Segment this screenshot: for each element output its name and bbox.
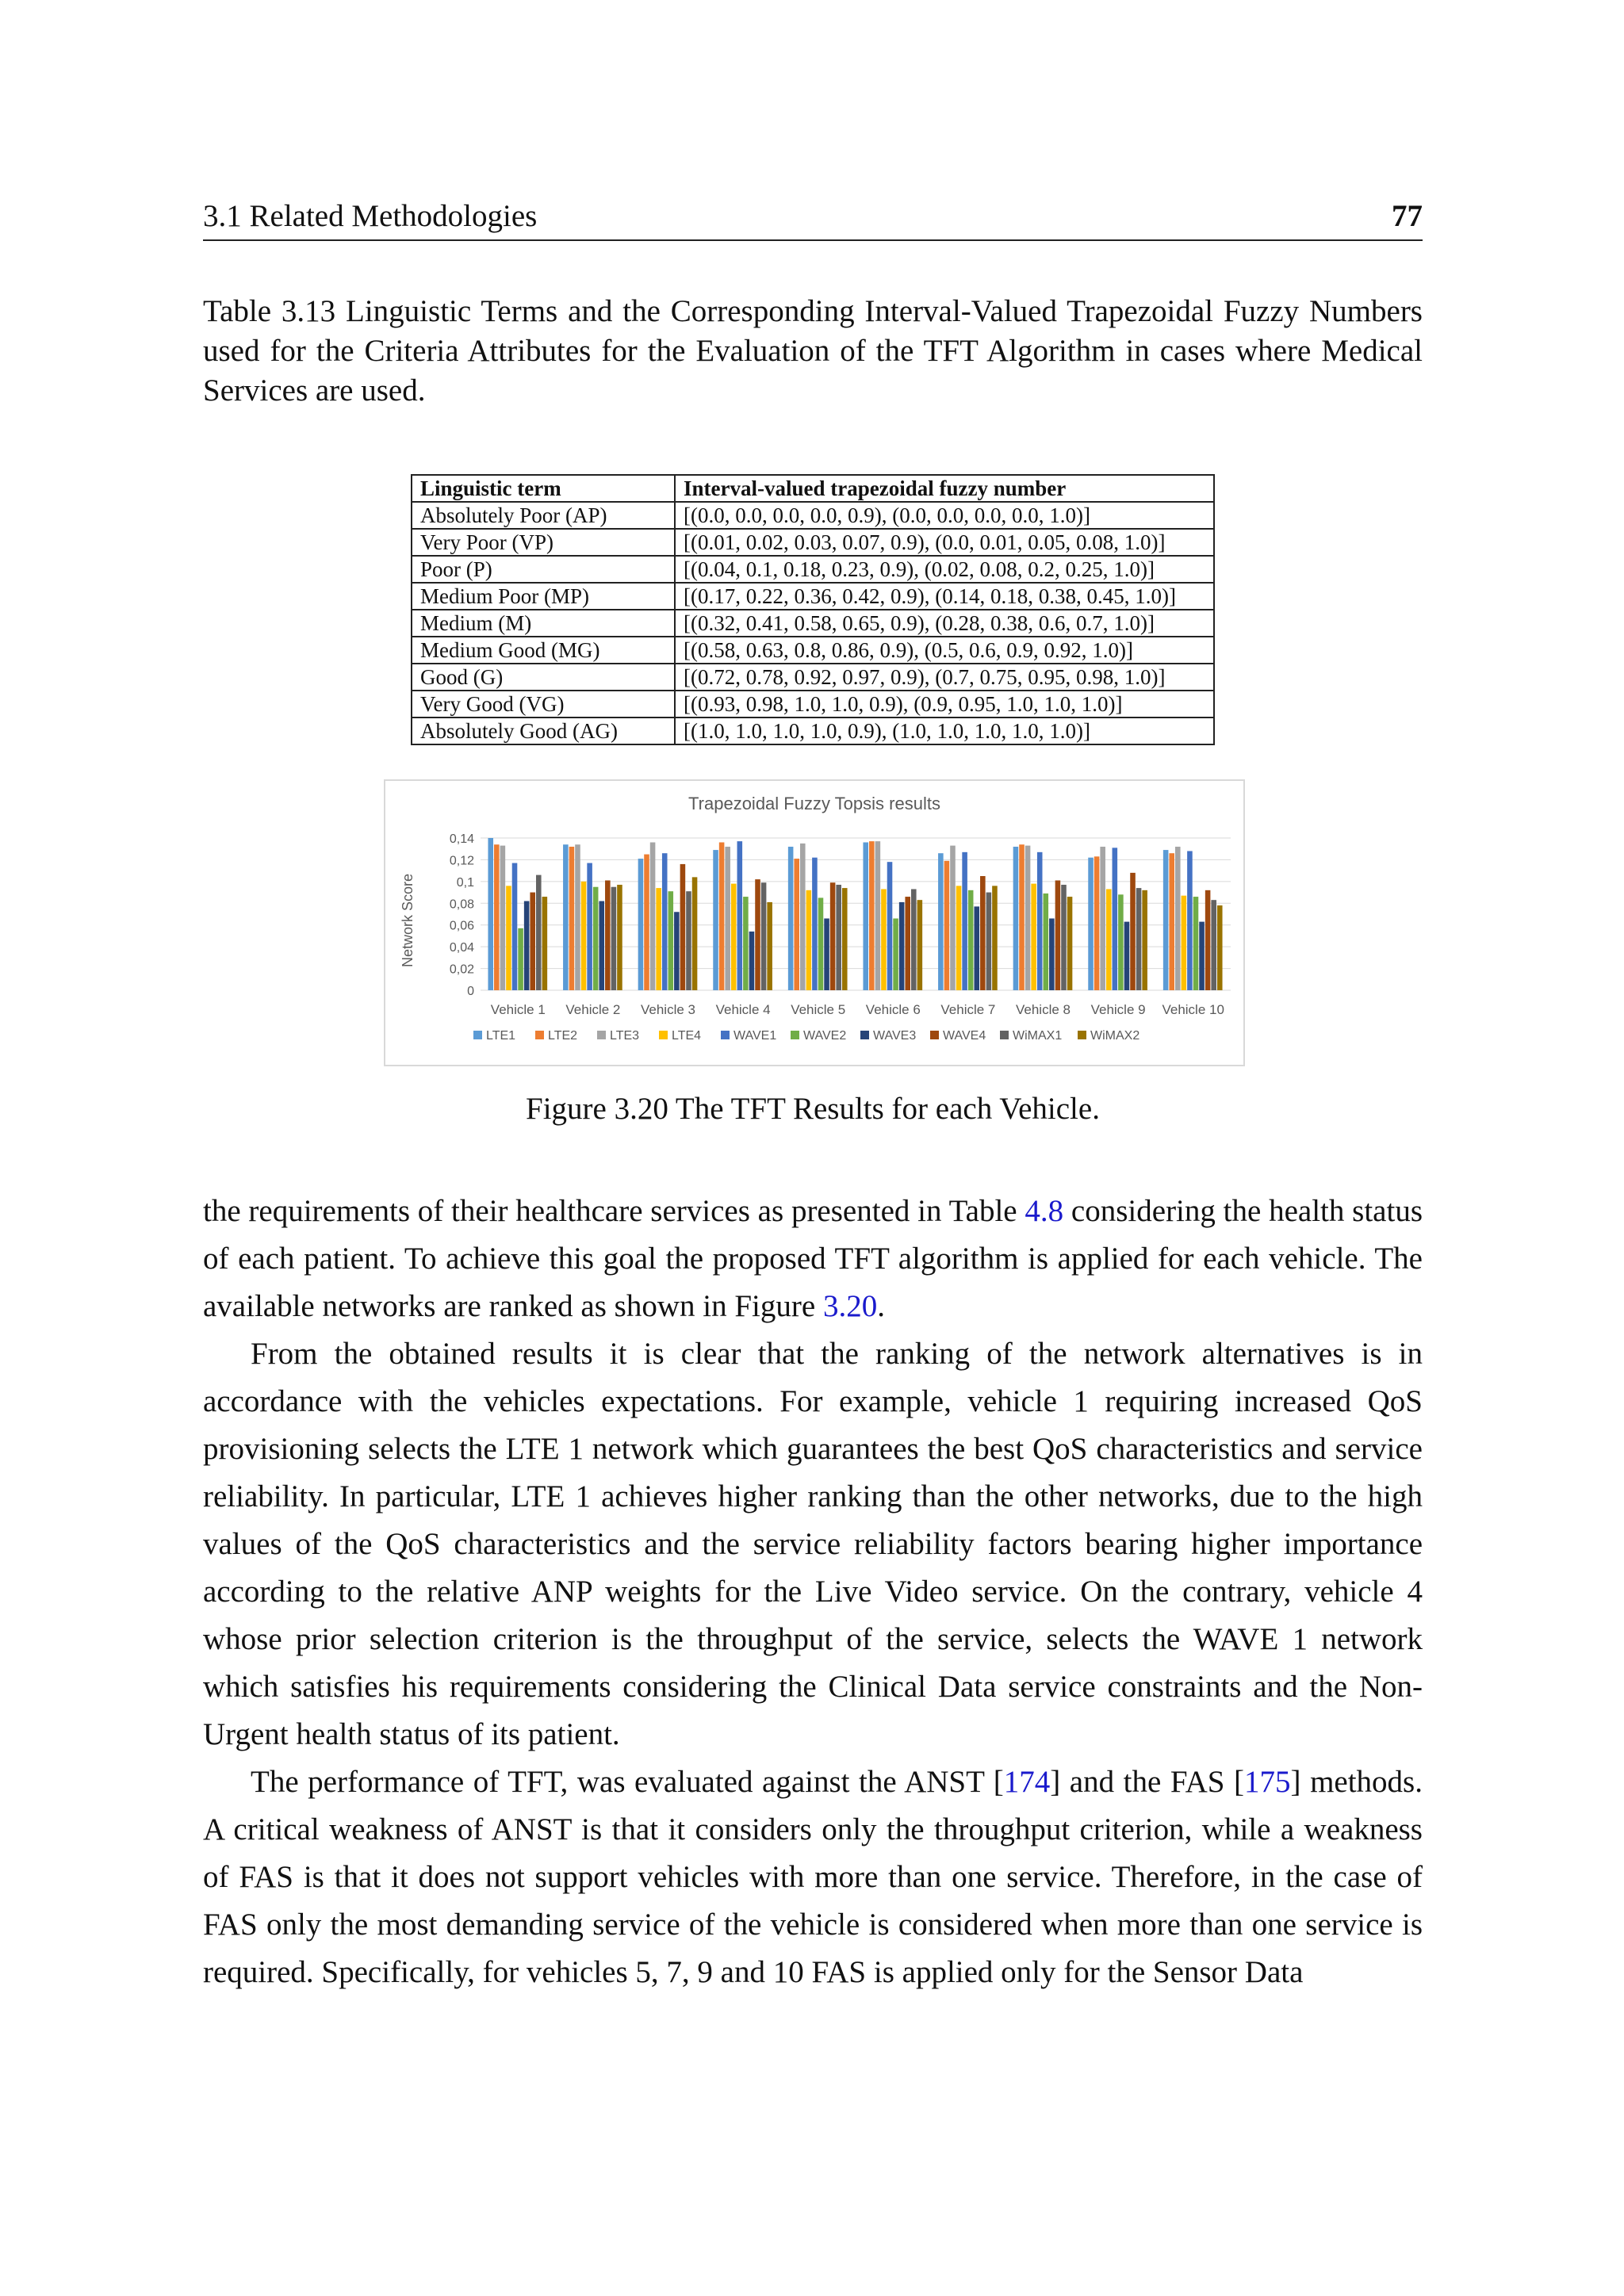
linguistic-term-cell: Absolutely Good (AG)	[412, 718, 675, 744]
text-run: considering the health status of each patient. To achieve this goal the proposed TFT algorithm is applied for each vehicle. The available networks are ranked as shown in Figure	[203, 1194, 1423, 1323]
bar	[680, 864, 686, 990]
paragraph	[203, 1758, 1423, 1996]
legend-swatch	[721, 1031, 730, 1039]
x-tick-label: Vehicle 2	[565, 1002, 621, 1017]
section-title: 3.1 Related Methodologies	[203, 199, 538, 233]
bar-chart-svg	[385, 781, 1243, 1065]
legend-swatch	[930, 1031, 939, 1039]
bar	[1055, 880, 1061, 990]
bar	[830, 882, 836, 990]
running-header	[203, 198, 1423, 241]
chart-title: Trapezoidal Fuzzy Topsis results	[688, 794, 940, 813]
bar	[992, 886, 998, 990]
bar	[950, 846, 956, 990]
x-tick-label: Vehicle 8	[1016, 1002, 1071, 1017]
bar	[1136, 888, 1142, 990]
bar	[563, 844, 569, 990]
linguistic-term-cell: Very Good (VG)	[412, 691, 675, 718]
legend	[473, 1029, 1139, 1043]
bar	[806, 890, 812, 990]
bar	[917, 900, 923, 990]
tft-results-chart	[384, 779, 1245, 1066]
bar	[1163, 850, 1169, 990]
legend-label: WiMAX2	[1090, 1029, 1140, 1043]
legend-label: WAVE1	[733, 1029, 777, 1043]
x-tick-label: Vehicle 10	[1162, 1002, 1224, 1017]
x-tick-label: Vehicle 6	[865, 1002, 921, 1017]
page-number: 77	[1392, 199, 1423, 233]
bar	[656, 888, 661, 990]
linguistic-term-cell: Medium Good (MG)	[412, 637, 675, 664]
bar	[500, 846, 506, 990]
bar	[1025, 846, 1031, 990]
bar	[1199, 922, 1205, 990]
bar	[869, 841, 875, 990]
table-row	[412, 664, 1214, 691]
legend-swatch	[597, 1031, 606, 1039]
bar	[956, 886, 962, 990]
bar	[512, 863, 518, 990]
linguistic-term-cell: Absolutely Poor (AP)	[412, 502, 675, 529]
bar	[536, 875, 542, 990]
bar	[980, 876, 986, 990]
legend-label: LTE3	[610, 1029, 640, 1043]
table-row	[412, 718, 1214, 744]
bar	[668, 891, 674, 990]
bar	[1013, 847, 1019, 990]
bar	[863, 842, 868, 990]
fuzzy-number-cell: [(1.0, 1.0, 1.0, 1.0, 0.9), (1.0, 1.0, 1.0, 1.0, 1.0)]	[675, 718, 1214, 744]
x-tick-label: Vehicle 5	[791, 1002, 846, 1017]
bar	[743, 897, 749, 990]
bar	[719, 842, 725, 990]
linguistic-term-cell: Medium Poor (MP)	[412, 583, 675, 610]
bar	[1019, 844, 1025, 990]
table-row	[412, 556, 1214, 583]
fuzzy-number-cell: [(0.17, 0.22, 0.36, 0.42, 0.9), (0.14, 0.18, 0.38, 0.45, 1.0)]	[675, 583, 1214, 610]
bar	[887, 862, 893, 990]
bar	[1067, 897, 1073, 990]
table-row	[412, 610, 1214, 637]
bar	[1205, 890, 1211, 990]
linguistic-term-cell: Poor (P)	[412, 556, 675, 583]
fuzzy-number-cell: [(0.0, 0.0, 0.0, 0.0, 0.9), (0.0, 0.0, 0.0, 0.0, 1.0)]	[675, 502, 1214, 529]
table-row	[412, 502, 1214, 529]
bar	[605, 880, 611, 990]
y-tick-label: 0,1	[456, 875, 474, 890]
y-tick-label: 0,12	[449, 854, 474, 868]
table-header-row	[412, 475, 1214, 502]
bar	[944, 861, 950, 990]
bar	[755, 879, 760, 990]
table-row	[412, 691, 1214, 718]
bar	[638, 859, 644, 990]
bar	[593, 887, 599, 990]
bar	[893, 918, 898, 990]
legend-label: LTE1	[486, 1029, 516, 1043]
table-caption: Table 3.13 Linguistic Terms and the Corresponding Interval-Valued Trapezoidal Fuzzy Numbers used for the Criteria Attributes for the Evaluation of the TFT Algorithm in cases where Medical Services are used.	[203, 294, 1423, 408]
bar	[749, 932, 755, 990]
bar	[899, 902, 905, 990]
legend-label: WAVE2	[803, 1029, 847, 1043]
bar	[650, 842, 656, 990]
text-run: .	[877, 1289, 885, 1323]
bar	[674, 912, 680, 990]
fuzzy-number-cell: [(0.32, 0.41, 0.58, 0.65, 0.9), (0.28, 0.38, 0.6, 0.7, 1.0)]	[675, 610, 1214, 637]
bar	[1094, 856, 1100, 990]
table-reference-link[interactable]: 4.8	[1025, 1194, 1064, 1228]
bar	[587, 863, 592, 990]
bar	[1169, 853, 1174, 990]
bar	[569, 847, 575, 990]
bar	[875, 841, 881, 990]
legend-label: WAVE4	[943, 1029, 986, 1043]
bar	[1113, 848, 1118, 990]
linguistic-term-cell: Very Poor (VP)	[412, 529, 675, 556]
x-tick-label: Vehicle 9	[1090, 1002, 1146, 1017]
bar	[761, 882, 767, 990]
column-header: Interval-valued trapezoidal fuzzy number	[675, 475, 1214, 502]
bar	[911, 889, 917, 990]
legend-label: WiMAX1	[1013, 1029, 1063, 1043]
bar	[662, 853, 668, 990]
x-tick-label: Vehicle 4	[715, 1002, 771, 1017]
legend-swatch	[535, 1031, 544, 1039]
bar	[524, 901, 530, 990]
linguistic-terms-table	[411, 474, 1215, 745]
bar	[842, 888, 848, 990]
bar	[800, 844, 806, 990]
bar	[542, 897, 548, 990]
figure-caption: Figure 3.20 The TFT Results for each Vehicle.	[526, 1092, 1100, 1126]
legend-swatch	[473, 1031, 482, 1039]
linguistic-term-cell: Medium (M)	[412, 610, 675, 637]
y-tick-label: 0	[467, 985, 474, 998]
bar	[599, 901, 604, 990]
bar	[692, 877, 698, 990]
bar	[617, 885, 622, 990]
legend-label: WAVE3	[873, 1029, 917, 1043]
bar	[488, 838, 493, 990]
text-run: ] methods. A critical weakness of ANST is that it considers only the throughput criterion, while a weakness of FAS is that it does not support vehicles with more than one service. Therefore, in the case of FAS only the most demanding service of the vehicle is considered when more than one service is required. Specifically, for vehicles 5, 7, 9 and 10 FAS is applied only for the Sensor Data	[203, 1765, 1423, 1989]
column-header: Linguistic term	[412, 475, 675, 502]
bar	[968, 890, 974, 990]
legend-swatch	[791, 1031, 799, 1039]
figure-reference-link[interactable]: 3.20	[822, 1289, 878, 1323]
bar	[1118, 894, 1124, 990]
bar	[518, 928, 523, 990]
bar	[725, 847, 730, 990]
legend-label: LTE2	[548, 1029, 578, 1043]
bar	[737, 841, 743, 990]
fuzzy-number-cell: [(0.01, 0.02, 0.03, 0.07, 0.9), (0.0, 0.01, 0.05, 0.08, 1.0)]	[675, 529, 1214, 556]
bar	[1187, 851, 1193, 990]
paragraph	[203, 1188, 1423, 1330]
x-tick-label: Vehicle 3	[641, 1002, 695, 1017]
table-row	[412, 529, 1214, 556]
bar	[494, 844, 500, 990]
text-run: ] and the FAS [	[1050, 1765, 1245, 1799]
y-tick-label: 0,14	[449, 832, 474, 846]
bar	[1044, 894, 1049, 990]
bar	[767, 902, 772, 990]
bar	[1217, 905, 1223, 990]
bar	[881, 889, 887, 990]
x-tick-label: Vehicle 1	[490, 1002, 546, 1017]
bar	[1088, 858, 1094, 990]
bar	[1130, 873, 1136, 990]
fuzzy-number-cell: [(0.72, 0.78, 0.92, 0.97, 0.9), (0.7, 0.75, 0.95, 0.98, 1.0)]	[675, 664, 1214, 691]
table-row	[412, 583, 1214, 610]
bar	[1193, 897, 1199, 990]
bar	[581, 882, 587, 990]
fuzzy-number-cell: [(0.04, 0.1, 0.18, 0.23, 0.9), (0.02, 0.08, 0.2, 0.25, 1.0)]	[675, 556, 1214, 583]
bar	[812, 858, 818, 990]
bar	[836, 885, 841, 990]
bar	[986, 893, 992, 990]
bar	[644, 855, 649, 990]
text-run: the requirements of their healthcare services as presented in Table	[203, 1194, 1025, 1228]
bar	[530, 893, 535, 990]
y-tick-label: 0,04	[449, 941, 474, 955]
bar	[1037, 852, 1043, 990]
bar	[794, 859, 799, 990]
body-text	[203, 1188, 1423, 1996]
bar	[1031, 884, 1036, 990]
bar	[506, 886, 511, 990]
bar	[788, 847, 794, 990]
y-tick-label: 0,02	[449, 962, 474, 977]
bar	[1100, 847, 1105, 990]
bar	[1142, 890, 1147, 990]
bar	[1061, 885, 1067, 990]
y-axis-label: Network Score	[400, 873, 416, 968]
bar	[938, 853, 944, 990]
bar	[974, 906, 979, 990]
bar	[731, 884, 737, 990]
bar	[905, 897, 910, 990]
legend-swatch	[1078, 1031, 1086, 1039]
bar	[1124, 922, 1130, 990]
y-tick-label: 0,08	[449, 897, 474, 912]
table-row	[412, 637, 1214, 664]
legend-swatch	[1000, 1031, 1009, 1039]
legend-swatch	[659, 1031, 668, 1039]
x-tick-label: Vehicle 7	[940, 1002, 996, 1017]
linguistic-term-cell: Good (G)	[412, 664, 675, 691]
bar	[1049, 918, 1055, 990]
citation-link[interactable]: 175	[1244, 1765, 1291, 1799]
bar	[1182, 896, 1187, 990]
bar	[962, 852, 967, 990]
bar	[818, 897, 824, 990]
bar	[824, 918, 829, 990]
bar	[1211, 900, 1216, 990]
bar	[1106, 889, 1112, 990]
bar	[1175, 847, 1181, 990]
bar	[575, 844, 580, 990]
bar	[611, 887, 617, 990]
legend-swatch	[860, 1031, 869, 1039]
citation-link[interactable]: 174	[1003, 1765, 1051, 1799]
legend-label: LTE4	[672, 1029, 702, 1043]
fuzzy-number-cell: [(0.58, 0.63, 0.8, 0.86, 0.9), (0.5, 0.6, 0.9, 0.92, 1.0)]	[675, 637, 1214, 664]
bars	[488, 838, 1222, 990]
paragraph: From the obtained results it is clear that the ranking of the network alternatives is in accordance with the vehicles expectations. For example, vehicle 1 requiring increased QoS provisioning selects the LTE 1 network which guarantees the best QoS characteristics and service reliability. In particular, LTE 1 achieves higher ranking than the other networks, due to the high values of the QoS characteristics and the service reliability factors bearing higher importance according to the relative ANP weights for the Live Video service. On the contrary, vehicle 4 whose prior selection criterion is the throughput of the service, selects the WAVE 1 network which satisfies his requirements considering the Clinical Data service constraints and the Non-Urgent health status of its patient.	[203, 1337, 1423, 1751]
y-tick-label: 0,06	[449, 919, 474, 933]
bar	[713, 850, 718, 990]
bar	[686, 891, 691, 990]
fuzzy-number-cell: [(0.93, 0.98, 1.0, 1.0, 0.9), (0.9, 0.95, 1.0, 1.0, 1.0)]	[675, 691, 1214, 718]
text-run: The performance of TFT, was evaluated against the ANST [	[251, 1765, 1004, 1799]
